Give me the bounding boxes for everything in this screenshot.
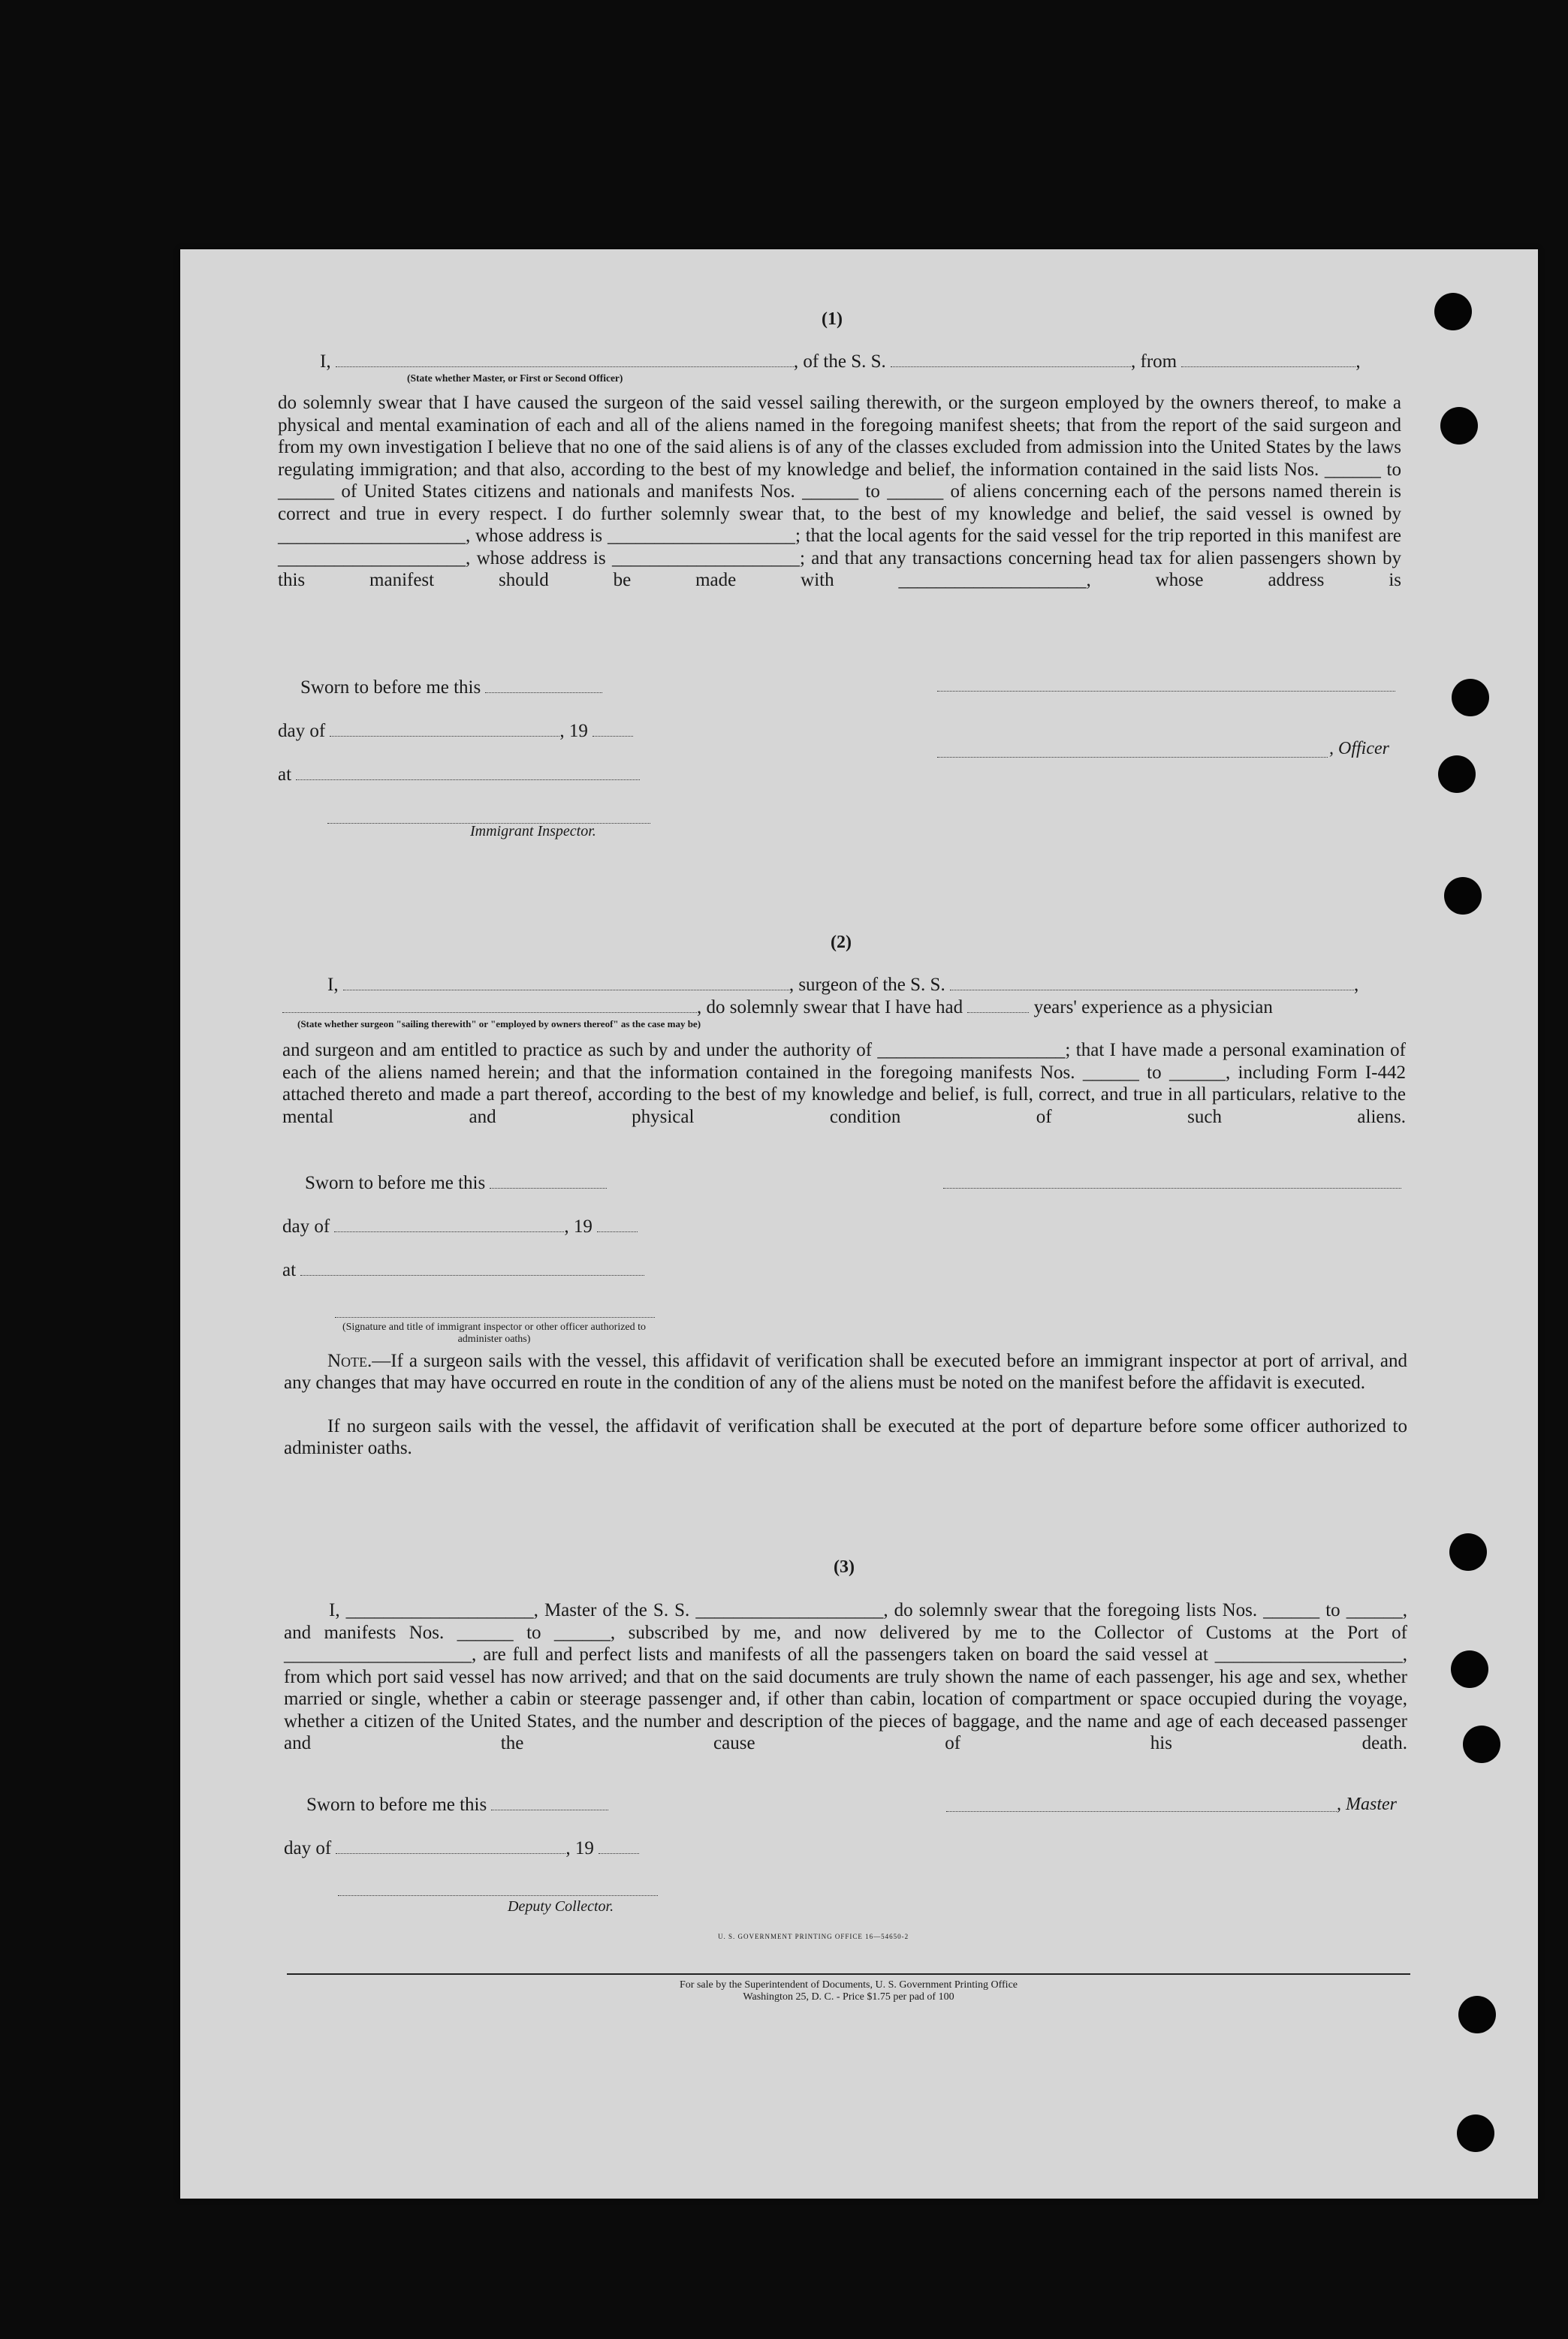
note-paragraph-2: If no surgeon sails with the vessel, the affidavit of verification shall be executed at the port of departure before some officer authorized to administer oaths. — [284, 1416, 1407, 1458]
from-port-field[interactable] — [1181, 353, 1355, 367]
form-page — [180, 249, 1538, 2199]
officer-title-field[interactable] — [336, 353, 794, 367]
sale-notice: For sale by the Superintendent of Documents, U. S. Government Printing Office Washington 25, D. C. - Price $1.75 per pad of 100 — [680, 1979, 1018, 2003]
years-experience-field[interactable] — [967, 999, 1029, 1013]
footer-rule — [287, 1973, 1410, 1975]
punch-hole — [1440, 407, 1478, 445]
section-1-first-line: I, , of the S. S. , from , — [320, 351, 1361, 372]
deputy-collector-label: Deputy Collector. — [508, 1898, 614, 1915]
from-label: , from — [1131, 351, 1178, 372]
section-3-number: (3) — [834, 1557, 855, 1577]
section-2-number: (2) — [831, 933, 852, 952]
section-1-sworn-line: Sworn to before me this — [300, 677, 602, 698]
gpo-imprint: U. S. GOVERNMENT PRINTING OFFICE 16—54650-2 — [718, 1933, 909, 1940]
sworn-place-field[interactable] — [300, 1261, 644, 1276]
surgeon-name-field[interactable] — [343, 976, 789, 990]
note-paragraph-1: Note.—If a surgeon sails with the vessel, this affidavit of verification shall be executed before an immigrant inspector at port of arrival, and any changes that may have occurred en route in the condition of any of the aliens must be noted on the manifest before the affidavit is executed. — [284, 1351, 1407, 1393]
punch-hole — [1451, 1650, 1488, 1688]
section-3-oath-text: I, ____________________, Master of the S. S. ____________________, do solemnly swear that the foregoing lists Nos. ______ to ______, and manifests Nos. ______ to ______, subscribed by me, and now delivered by me to the Collector of Customs at the Port of ____________________, are full and perfect lists and manifests of all the passengers taken on board the said vessel at ____________________, from which port said vessel has now arrived; and that on the said documents are truly shown the name of each passenger, his age and sex, whether married or single, whether a cabin or steerage passenger and, if other than cabin, location of compartment or space occupied during the voyage, whether a citizen of the United States, and the number and description of the pieces of baggage, and the name and age of each deceased passenger and the cause of his death. — [284, 1600, 1407, 1753]
section-1-oath-text: do solemnly swear that I have caused the surgeon of the said vessel sailing therewith, or the surgeon employed by the owners thereof, to make a physical and mental examination of each and all of the aliens named in the foregoing manifest sheets; that from the report of the said surgeon and from my own investigation I believe that no one of the said aliens is of any of the classes excluded from admission into the United States by the laws regulating immigration; and that also, according to the best of my knowledge and belief, the information contained in the said lists Nos. ______ to ______ of United States citizens and nationals and manifests Nos. ______ to ______ of aliens concerning each of the persons named therein is correct and true in every respect. I do further solemnly swear that, to the best of my knowledge and belief, the said vessel is owned by ____________________, whose address is ____________________; that the local agents for the said vessel for the trip reported in this manifest are ____________________, whose address is ____________________; and that any transactions concerning head tax for alien passengers shown by this manifest should be made with ____________________, whose address is — [278, 393, 1401, 590]
sworn-month-field[interactable] — [330, 722, 559, 737]
surgeon-signature-line[interactable] — [943, 1188, 1401, 1189]
pronoun-i: I, — [320, 351, 331, 372]
note-heading: Note. — [327, 1351, 372, 1371]
section-1-at-line: at — [278, 764, 640, 785]
sworn-year-field[interactable] — [597, 1218, 638, 1232]
section-2-oath-text: and surgeon and am entitled to practice as such by and under the authority of ____________________; that I have made a personal examination of each of the aliens named herein; and that the information contained in the foregoing manifests Nos. ______ to ______, including Form I-442 attached thereto and made a part thereof, according to the best of my knowledge and belief, is full, correct, and true in all particulars, relative to the mental and physical condition of such aliens. — [282, 1040, 1406, 1127]
punch-hole — [1438, 755, 1476, 793]
punch-hole — [1434, 293, 1472, 330]
administrator-signature-line[interactable] — [335, 1317, 655, 1318]
section-2-day-line: day of , 19 — [282, 1216, 638, 1237]
master-signature-line[interactable] — [946, 1811, 1337, 1812]
of-ss-label: , of the S. S. — [793, 351, 886, 372]
officer-label: , Officer — [1329, 739, 1389, 758]
surgeon-ship-field[interactable] — [950, 976, 1354, 990]
punch-hole — [1449, 1533, 1487, 1571]
collector-signature-line[interactable] — [338, 1895, 658, 1896]
punch-hole — [1458, 1996, 1496, 2033]
surgeon-status-field[interactable] — [282, 999, 697, 1013]
section-2-sworn-line: Sworn to before me this — [305, 1173, 607, 1194]
sworn-month-field[interactable] — [334, 1218, 564, 1232]
section-1-day-line: day of , 19 — [278, 721, 633, 742]
punch-hole — [1444, 877, 1482, 915]
section-2-first-line: I, , surgeon of the S. S. , — [327, 975, 1359, 995]
sworn-month-field[interactable] — [336, 1840, 565, 1854]
administrator-signature-hint: (Signature and title of immigrant inspector or other officer authorized to administer oaths) — [342, 1322, 647, 1345]
section-2-second-line: , do solemnly swear that I have had years' experience as a physician — [282, 997, 1273, 1018]
section-1-number: (1) — [822, 309, 843, 329]
punch-hole — [1463, 1726, 1500, 1763]
officer-signature-line-top[interactable] — [937, 691, 1395, 692]
master-label: , Master — [1337, 1795, 1397, 1814]
sworn-place-field[interactable] — [296, 766, 640, 780]
punch-hole — [1452, 679, 1489, 716]
surgeon-status-hint: (State whether surgeon "sailing therewith" or "employed by owners thereof" as the case may be) — [297, 1018, 701, 1029]
section-3-sworn-line: Sworn to before me this — [306, 1795, 608, 1816]
sworn-day-field[interactable] — [490, 1174, 607, 1189]
sworn-year-field[interactable] — [599, 1840, 639, 1854]
sworn-day-field[interactable] — [485, 679, 602, 693]
punch-hole — [1457, 2114, 1494, 2152]
sworn-day-field[interactable] — [491, 1796, 608, 1810]
officer-title-hint: (State whether Master, or First or Second Officer) — [407, 372, 623, 384]
officer-signature-line[interactable] — [937, 757, 1328, 758]
sworn-year-field[interactable] — [593, 722, 633, 737]
ship-name-field[interactable] — [891, 353, 1131, 367]
immigrant-inspector-label: Immigrant Inspector. — [470, 823, 596, 839]
section-2-at-line: at — [282, 1260, 644, 1281]
section-3-day-line: day of , 19 — [284, 1838, 639, 1859]
